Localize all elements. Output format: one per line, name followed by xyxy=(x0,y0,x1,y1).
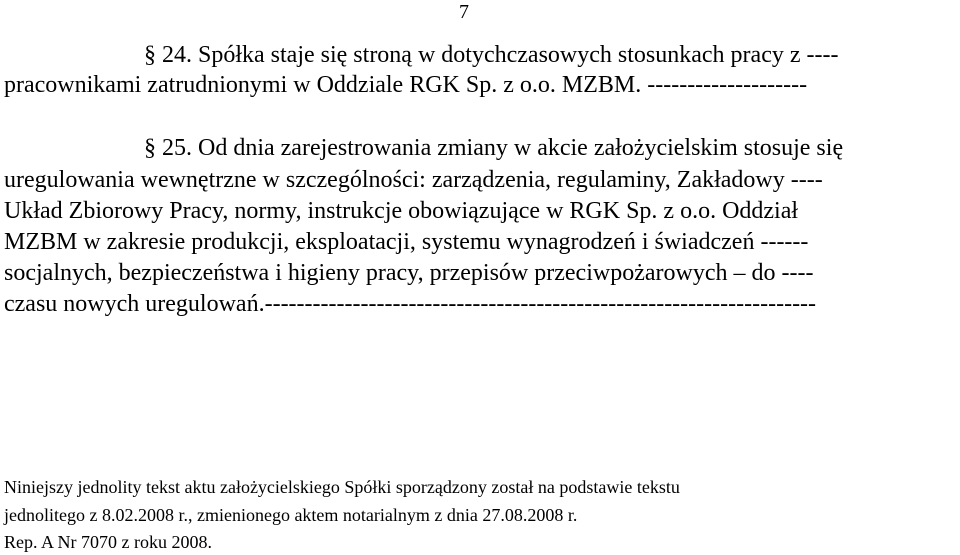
paragraph-25-line: Układ Zbiorowy Pracy, normy, instrukcje obowiązujące w RGK Sp. z o.o. Oddział xyxy=(4,198,799,224)
footnote-line: Rep. A Nr 7070 z roku 2008. xyxy=(4,532,212,552)
footnote-line: jednolitego z 8.02.2008 r., zmienionego aktem notarialnym z dnia 27.08.2008 r. xyxy=(4,505,578,525)
paragraph-24-line: § 24. Spółka staje się stroną w dotychczasowych stosunkach pracy z ---- xyxy=(144,42,839,68)
paragraph-25-line: § 25. Od dnia zarejestrowania zmiany w akcie założycielskim stosuje się xyxy=(144,135,844,161)
paragraph-25-line: czasu nowych uregulowań.--------------------------------------------------------------------- xyxy=(4,291,817,317)
page-number: 7 xyxy=(459,1,469,23)
paragraph-24-line: pracownikami zatrudnionymi w Oddziale RGK Sp. z o.o. MZBM. -------------------- xyxy=(4,72,808,98)
paragraph-25-line: MZBM w zakresie produkcji, eksploatacji, systemu wynagrodzeń i świadczeń ------ xyxy=(4,229,809,255)
paragraph-25-line: socjalnych, bezpieczeństwa i higieny pracy, przepisów przeciwpożarowych – do ---- xyxy=(4,260,814,286)
paragraph-25-line: uregulowania wewnętrzne w szczególności: zarządzenia, regulaminy, Zakładowy ---- xyxy=(4,167,823,193)
footnote-line: Niniejszy jednolity tekst aktu założycielskiego Spółki sporządzony został na podstawie tekstu xyxy=(4,477,680,497)
